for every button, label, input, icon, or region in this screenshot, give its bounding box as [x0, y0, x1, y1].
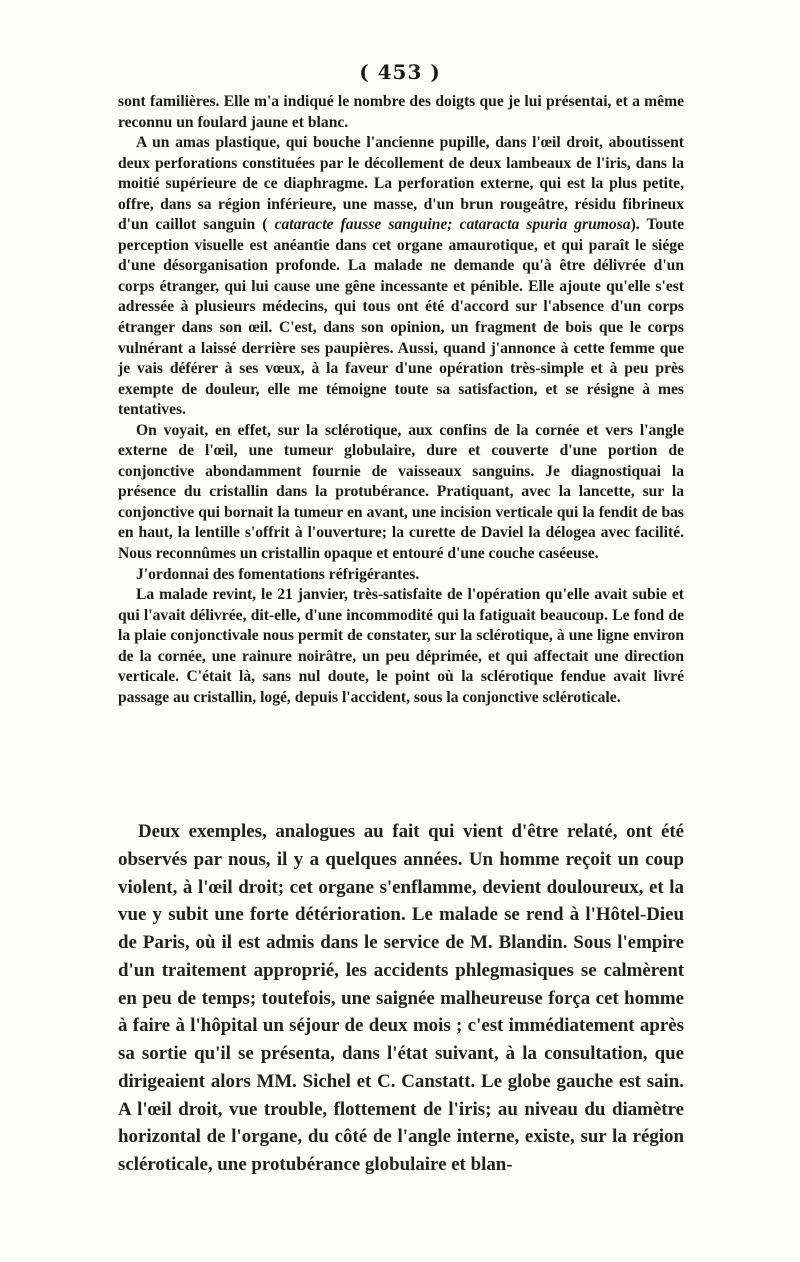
italic-latin-term: cataracte fausse sanguine; cataracta spuria grumosa — [274, 216, 631, 234]
text-block-large-print — [118, 818, 684, 1179]
paragraph-two-examples: Deux exemples, analogues au fait qui vient d'être relaté, ont été observés par nous, il y a quelques années. Un homme reçoit un coup violent, à l'œil droit; cet organe s'enflamme, devient douloureux, et la vue y subit une forte détérioration. Le malade se rend à l'Hôtel-Dieu de Paris, où il est admis dans le service de M. Blandin. Sous l'empire d'un traitement approprié, les accidents phlegmasiques se calmèrent en peu de temps; toutefois, une saignée malheureuse força cet homme à faire à l'hôpital un séjour de deux mois ; c'est immédiatement après sa sortie qu'il se présenta, dans l'état suivant, à la consultation, que dirigeaient alors MM. Sichel et C. Canstatt. Le globe gauche est sain. A l'œil droit, vue trouble, flottement de l'iris; au niveau du diamètre horizontal de l'organe, du côté de l'angle interne, existe, sur la région scléroticale, une protubérance globulaire et blan- — [118, 821, 684, 1175]
paragraph-continuation: sont familières. Elle m'a indiqué le nombre des doigts que je lui présentai, et a même reconnu un foulard jaune et blanc. — [118, 93, 684, 131]
paragraph-fomentations: J'ordonnai des fomentations réfrigérantes. — [136, 565, 420, 583]
text-block-small-print — [118, 92, 684, 708]
paragraph-plastic-mass — [118, 133, 684, 421]
paragraph-sclerotic-tumor: On voyait, en effet, sur la sclérotique, aux confins de la cornée et vers l'angle externe de l'œil, une tumeur globulaire, dure et couverte d'une portion de conjonctive abondamment fournie de vaisseaux sanguins. Je diagnostiquai la présence du cristallin dans la protubérance. Pratiquant, avec la lancette, sur la conjonctive qui bornait la tumeur en avant, une incision verticale qui la fendit de bas en haut, la lentille s'offrit à l'ouverture; la curette de Daviel la délogea avec facilité. Nous reconnûmes un cristallin opaque et entouré d'une couche caséeuse. — [118, 421, 684, 563]
page-number: ( 453 ) — [359, 60, 441, 84]
paragraph-text: A un amas plastique, qui bouche l'ancienne pupille, dans l'œil droit, aboutissent deux perforations constituées par le décollement de deux lambeaux de l'iris, dans la moitié supérieure de ce diaphragme. La perforation externe, qui est la plus petite, offre, dans sa région inférieure, une masse, d'un brun rougeâtre, résidu fibrineux d'un caillot sanguin ( — [118, 134, 684, 234]
paragraph-follow-up: La malade revint, le 21 janvier, très-satisfaite de l'opération qu'elle avait subie et qui l'avait délivrée, dit-elle, d'une incommodité qui la fatiguait beaucoup. Le fond de la plaie conjonctivale nous permit de constater, sur la sclérotique, à une ligne environ de la cornée, une rainure noirâtre, un peu déprimée, et qui affectait une direction verticale. C'était là, sans nul doute, le point où la sclérotique fendue avait livré passage au cristallin, logé, depuis l'accident, sous la conjonctive scléroticale. — [118, 586, 684, 706]
paragraph-text: ). Toute perception visuelle est anéantie dans cet organe amaurotique, et qui paraît le siége d'une désorganisation profonde. La malade ne demande qu'à être délivrée d'un corps étranger, qui lui cause une gêne incessante et pénible. Elle ajoute qu'elle s'est adressée à plusieurs médecins, qui tous ont été d'accord sur l'absence d'un corps étranger dans son œil. C'est, dans son opinion, un fragment de bois que le corps vulnérant a laissé derrière ses paupières. Aussi, quand j'annonce à cette femme que je vais déférer à ses vœux, à la faveur d'une opération très-simple et à peu près exempte de douleur, elle me témoigne toute sa satisfaction, et se résigne à mes tentatives. — [118, 216, 685, 419]
